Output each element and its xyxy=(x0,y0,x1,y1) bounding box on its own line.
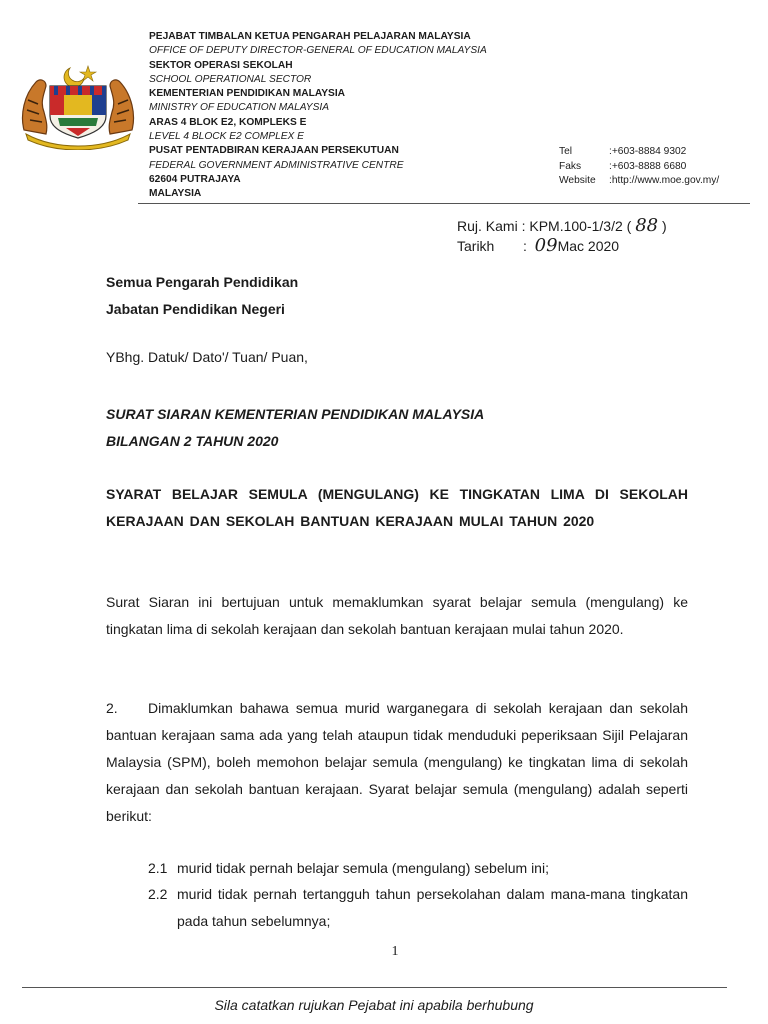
fax-label: Faks xyxy=(559,160,582,172)
page-number: 1 xyxy=(391,944,399,959)
country: MALAYSIA xyxy=(149,188,202,200)
date-day-handwritten: 09 xyxy=(534,235,558,256)
fax-value: :+603-8888 6680 xyxy=(609,160,687,172)
sector-english: SCHOOL OPERATIONAL SECTOR xyxy=(149,73,312,85)
reference-block xyxy=(457,216,667,256)
level-malay: ARAS 4 BLOK E2, KOMPLEKS E xyxy=(149,116,307,128)
footer-note: Sila catatkan rujukan Pejabat ini apabila berhubung xyxy=(214,997,534,1013)
list-item xyxy=(148,855,688,882)
centre-english: FEDERAL GOVERNMENT ADMINISTRATIVE CENTRE xyxy=(149,159,404,171)
ref-value: : KPM.100-1/3/2 ( xyxy=(521,218,632,234)
date-label: Tarikh xyxy=(457,238,495,254)
item-number: 2.1 xyxy=(148,860,168,876)
circular-heading xyxy=(106,401,688,455)
website-label: Website xyxy=(559,175,596,187)
item-number: 2.2 xyxy=(148,886,168,902)
date-colon: : xyxy=(523,238,527,254)
letterhead-address xyxy=(149,30,487,202)
website-link[interactable]: :http://www.moe.gov.my/ xyxy=(609,175,720,187)
footer-divider xyxy=(22,987,727,988)
ref-close: ) xyxy=(661,218,667,234)
paragraph-2 xyxy=(106,695,688,830)
sector-malay: SEKTOR OPERASI SEKOLAH xyxy=(149,59,293,71)
letter-title: SYARAT BELAJAR SEMULA (MENGULANG) KE TINGKATAN LIMA DI SEKOLAH KERAJAAN DAN SEKOLAH BANTUAN KERAJAAN MULAI TAHUN 2020 xyxy=(106,486,688,529)
circular-line-1: SURAT SIARAN KEMENTERIAN PENDIDIKAN MALAYSIA xyxy=(106,406,485,422)
ref-label: Ruj. Kami xyxy=(457,218,518,234)
recipient-block xyxy=(106,269,688,323)
ministry-malay: KEMENTERIAN PENDIDIKAN MALAYSIA xyxy=(149,88,346,100)
tel-value: :+603-8884 9302 xyxy=(609,146,687,157)
item-text: murid tidak pernah tertangguh tahun persekolahan dalam mana-mana tingkatan pada tahun sebelumnya; xyxy=(177,886,688,929)
level-english: LEVEL 4 BLOCK E2 COMPLEX E xyxy=(149,131,304,143)
recipient-line-2: Jabatan Pendidikan Negeri xyxy=(106,301,285,317)
item-text: murid tidak pernah belajar semula (mengulang) sebelum ini; xyxy=(177,860,549,876)
paragraph-2-text: Dimaklumkan bahawa semua murid warganegara di sekolah kerajaan dan sekolah bantuan kerajaan sama ada yang telah ataupun tidak menduduki peperiksaan Sijil Pelajaran Malaysia (SPM), boleh memohon belajar semula (mengulang) ke tingkatan lima di sekolah kerajaan dan sekolah bantuan kerajaan. Syarat belajar semula (mengulang) adalah seperti berikut: xyxy=(106,700,688,824)
letterhead-divider xyxy=(138,203,750,204)
salutation: YBhg. Datuk/ Dato'/ Tuan/ Puan, xyxy=(106,349,308,365)
list-item xyxy=(148,881,688,935)
malaysia-coat-of-arms-icon xyxy=(18,60,138,150)
ref-number-handwritten: 88 xyxy=(635,215,659,236)
paragraph-1: Surat Siaran ini bertujuan untuk memaklumkan syarat belajar semula (mengulang) ke tingkatan lima di sekolah kerajaan dan sekolah bantuan kerajaan mulai tahun 2020. xyxy=(106,594,688,637)
office-name-malay: PEJABAT TIMBALAN KETUA PENGARAH PELAJARAN MALAYSIA xyxy=(149,31,471,42)
tel-label: Tel xyxy=(559,146,573,157)
paragraph-2-number: 2. xyxy=(106,700,118,716)
office-name-english: OFFICE OF DEPUTY DIRECTOR-GENERAL OF EDUCATION MALAYSIA xyxy=(149,45,487,57)
centre-malay: PUSAT PENTADBIRAN KERAJAAN PERSEKUTUAN xyxy=(149,145,399,157)
circular-line-2: BILANGAN 2 TAHUN 2020 xyxy=(106,433,279,449)
ministry-english: MINISTRY OF EDUCATION MALAYSIA xyxy=(149,102,330,114)
date-value: Mac 2020 xyxy=(557,238,620,254)
contact-details xyxy=(559,145,719,189)
postcode-city: 62604 PUTRAJAYA xyxy=(149,173,241,185)
recipient-line-1: Semua Pengarah Pendidikan xyxy=(106,274,299,290)
